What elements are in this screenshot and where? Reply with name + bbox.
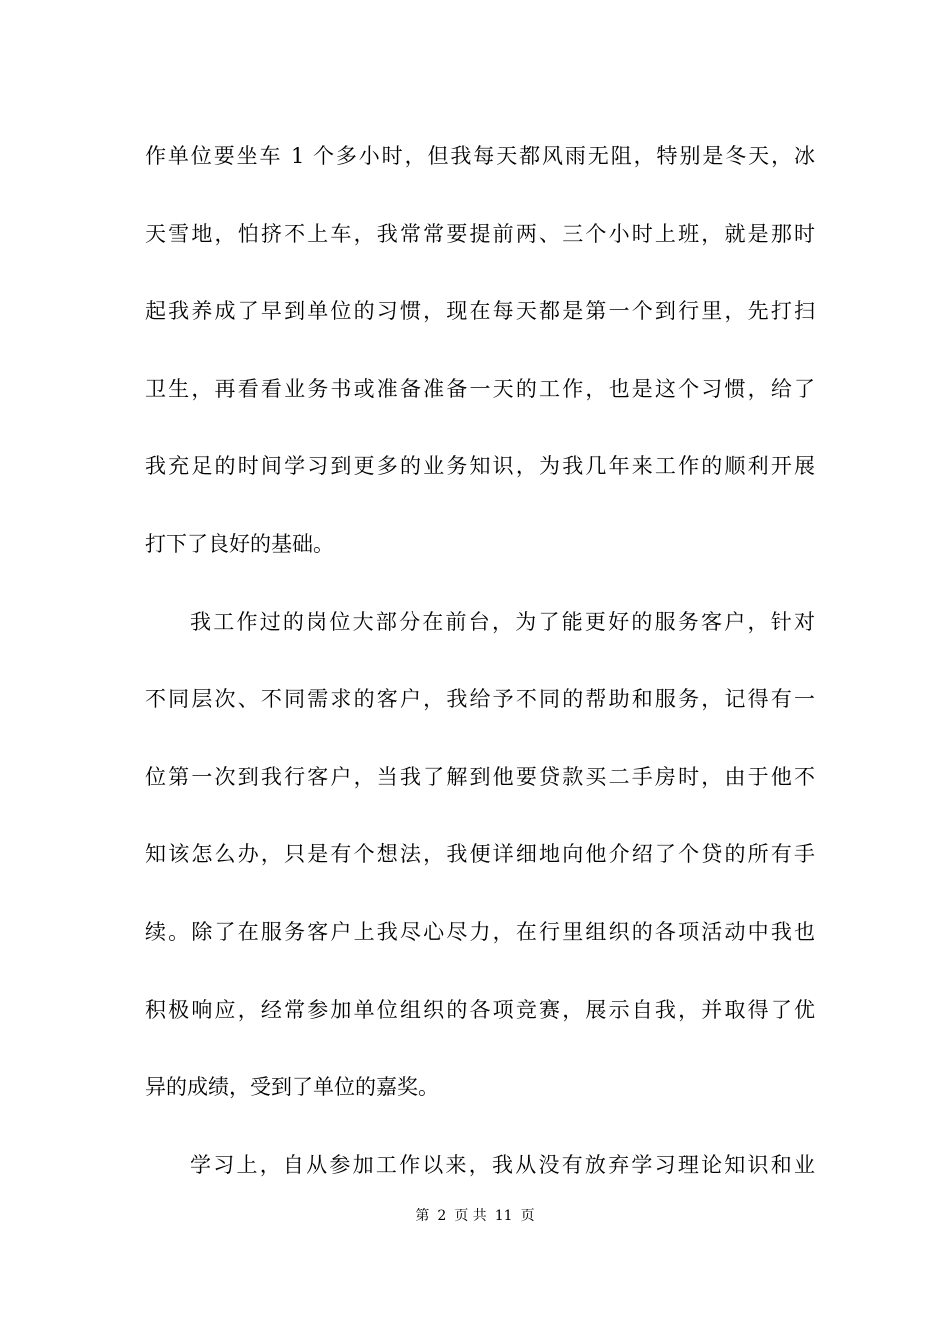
page-label-prefix: 第 [415, 1208, 430, 1224]
page-label-middle: 页 共 [454, 1208, 487, 1224]
body-text-line: 作单位要坐车 1 个多小时，但我每天都风雨无阻，特别是冬天，冰 [145, 144, 815, 168]
body-text-line: 异的成绩，受到了单位的嘉奖。 [145, 1075, 439, 1099]
page-label-suffix: 页 [520, 1208, 535, 1224]
body-text-line: 我充足的时间学习到更多的业务知识，为我几年来工作的顺利开展 [145, 454, 815, 478]
body-text-line: 续。除了在服务客户上我尽心尽力，在行里组织的各项活动中我也 [145, 920, 815, 944]
body-text-line: 知该怎么办，只是有个想法，我便详细地向他介绍了个贷的所有手 [145, 842, 815, 866]
body-text-line: 天雪地，怕挤不上车，我常常要提前两、三个小时上班，就是那时 [145, 222, 815, 246]
body-text-line: 卫生，再看看业务书或准备准备一天的工作，也是这个习惯，给了 [145, 377, 815, 401]
body-text-line: 学习上，自从参加工作以来，我从没有放弃学习理论知识和业 [190, 1153, 815, 1177]
body-text-line: 打下了良好的基础。 [145, 532, 334, 556]
body-text-line: 我工作过的岗位大部分在前台，为了能更好的服务客户，针对 [190, 610, 815, 634]
body-text-line: 积极响应，经常参加单位组织的各项竞赛，展示自我，并取得了优 [145, 998, 815, 1022]
page-footer [0, 1206, 950, 1226]
body-text-line: 不同层次、不同需求的客户，我给予不同的帮助和服务，记得有一 [145, 687, 815, 711]
page-number: 2 [437, 1208, 447, 1224]
total-pages: 11 [494, 1208, 513, 1224]
body-text-line: 起我养成了早到单位的习惯，现在每天都是第一个到行里，先打扫 [145, 299, 815, 323]
body-text-line: 位第一次到我行客户，当我了解到他要贷款买二手房时，由于他不 [145, 765, 815, 789]
